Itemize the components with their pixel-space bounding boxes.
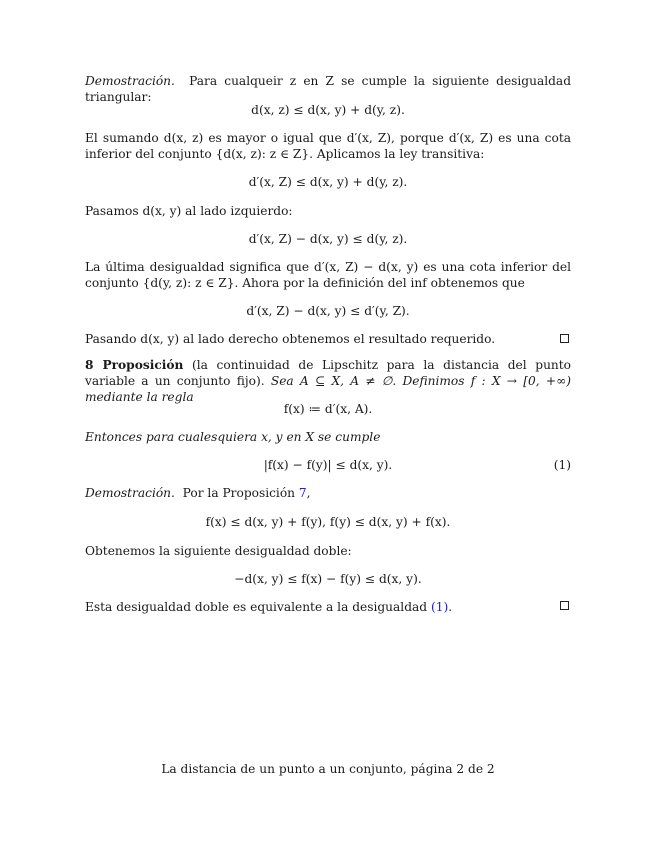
proof-lead: Demostración. [85, 486, 175, 500]
equation-inf: d′(x, Z) − d(x, y) ≤ d′(y, Z). [246, 304, 410, 318]
proposition-title: 8 Proposición [85, 358, 184, 372]
proof1-intro [85, 73, 571, 105]
qed-square-icon [560, 334, 569, 343]
proposition-then: Entonces para cualesquiera x, y en X se cumple [85, 430, 381, 444]
proposition-statement: Sea A ⊆ X, A ≠ ∅. Definimos f : X → [0, +∞) mediante la regla [85, 374, 571, 404]
equation-transitive: d′(x, Z) ≤ d(x, y) + d(y, z). [248, 175, 408, 189]
equation-triangle: d(x, z) ≤ d(x, y) + d(y, z). [251, 103, 405, 117]
proof1-paragraph-2: El sumando d(x, z) es mayor o igual que d′(x, Z), porque d′(x, Z) es una cota inferior del conjunto {d(x, z): z ∈ Z}. Aplicamos la ley transitiva: [85, 131, 571, 161]
proof2-intro-text: Por la Proposición [182, 486, 296, 500]
proof1-paragraph-4: La última desigualdad significa que d′(x, Z) − d(x, y) es una cota inferior del conjunto {d(y, z): z ∈ Z}. Ahora por la definición del inf obtenemos que [85, 260, 571, 290]
equation-double: −d(x, y) ≤ f(x) − f(y) ≤ d(x, y). [234, 572, 422, 586]
equation-tag: (1) [553, 458, 571, 472]
proof2-intro-comma: , [306, 486, 311, 500]
qed-square-icon [560, 601, 569, 610]
proposition-8 [85, 357, 571, 405]
proof-lead: Demostración. [85, 74, 175, 88]
proof2-intro [85, 485, 571, 501]
equation-main-text: |f(x) − f(y)| ≤ d(x, y). [263, 458, 393, 472]
equation-definition: f(x) ≔ d′(x, A). [283, 402, 373, 416]
proof2-conclusion-text: Esta desigualdad doble es equivalente a la desigualdad [85, 600, 428, 614]
proposition-ref-link[interactable]: 7 [298, 486, 307, 500]
equation-ref-link[interactable]: (1) [430, 600, 449, 614]
proof2-paragraph-2: Obtenemos la siguiente desigualdad doble: [85, 544, 352, 558]
page-footer: La distancia de un punto a un conjunto, página 2 de 2 [161, 762, 495, 776]
equation-pair: f(x) ≤ d(x, y) + f(y), f(y) ≤ d(x, y) + f(x). [205, 515, 451, 529]
proof1-paragraph-5: Pasando d(x, y) al lado derecho obtenemos el resultado requerido. [85, 332, 496, 346]
equation-left-side: d′(x, Z) − d(x, y) ≤ d(y, z). [248, 232, 408, 246]
proof1-intro-text: Para cualqueir z en Z se cumple la siguiente desigualdad triangular: [85, 74, 571, 104]
equation-main [85, 457, 571, 473]
proposition-subtitle: (la continuidad de Lipschitz para la distancia del punto variable a un conjunto fijo). [85, 358, 572, 388]
proof1-paragraph-3: Pasamos d(x, y) al lado izquierdo: [85, 204, 293, 218]
proof2-conclusion-period: . [448, 600, 453, 614]
proof2-paragraph-3 [85, 599, 571, 615]
